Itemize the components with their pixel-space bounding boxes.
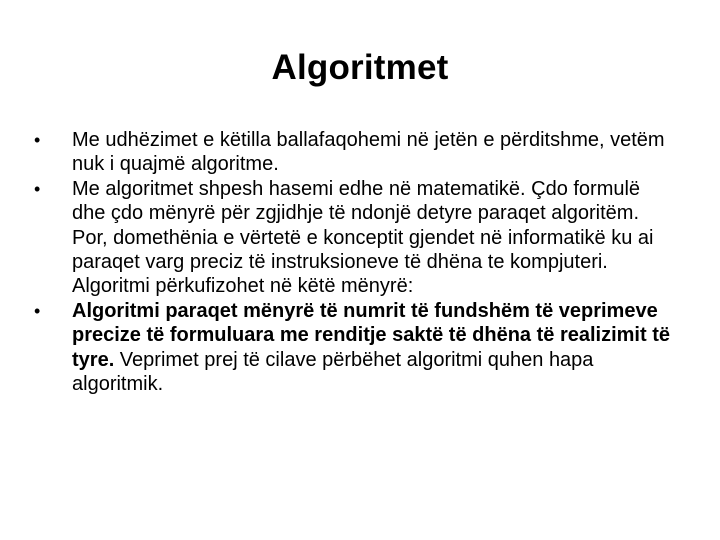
bullet-text: Me algoritmet shpesh hasemi edhe në matematikë. Çdo formulë dhe çdo mënyrë për zgjidhje të ndonjë detyre paraqet algoritëm. Por, domethënia e vërtetë e konceptit gjendet në informatikë ku ai paraqet varg preciz të instruksioneve të dhëna te kompjuteri. Algoritmi përkufizohet në këtë mënyrë: [72, 177, 654, 298]
bullet-text: Veprimet prej të cilave përbëhet algoritmi quhen hapa algoritmik. [72, 348, 594, 396]
bullet-item [34, 177, 674, 299]
bullet-item [34, 299, 674, 397]
bullet-bold-text: Algoritmi paraqet mënyrë të numrit të fundshëm të veprimeve precize të formuluara me renditje saktë të dhëna të realizimit të tyre. [72, 299, 670, 371]
bullet-list [34, 128, 674, 396]
bullet-icon: • [34, 178, 41, 199]
bullet-icon: • [34, 300, 41, 321]
bullet-item [34, 128, 674, 177]
bullet-text: Me udhëzimet e këtilla ballafaqohemi në jetën e përditshme, vetëm nuk i quajmë algoritme. [72, 129, 665, 176]
slide-title: Algoritmet [271, 48, 449, 87]
bullet-icon: • [34, 130, 41, 150]
